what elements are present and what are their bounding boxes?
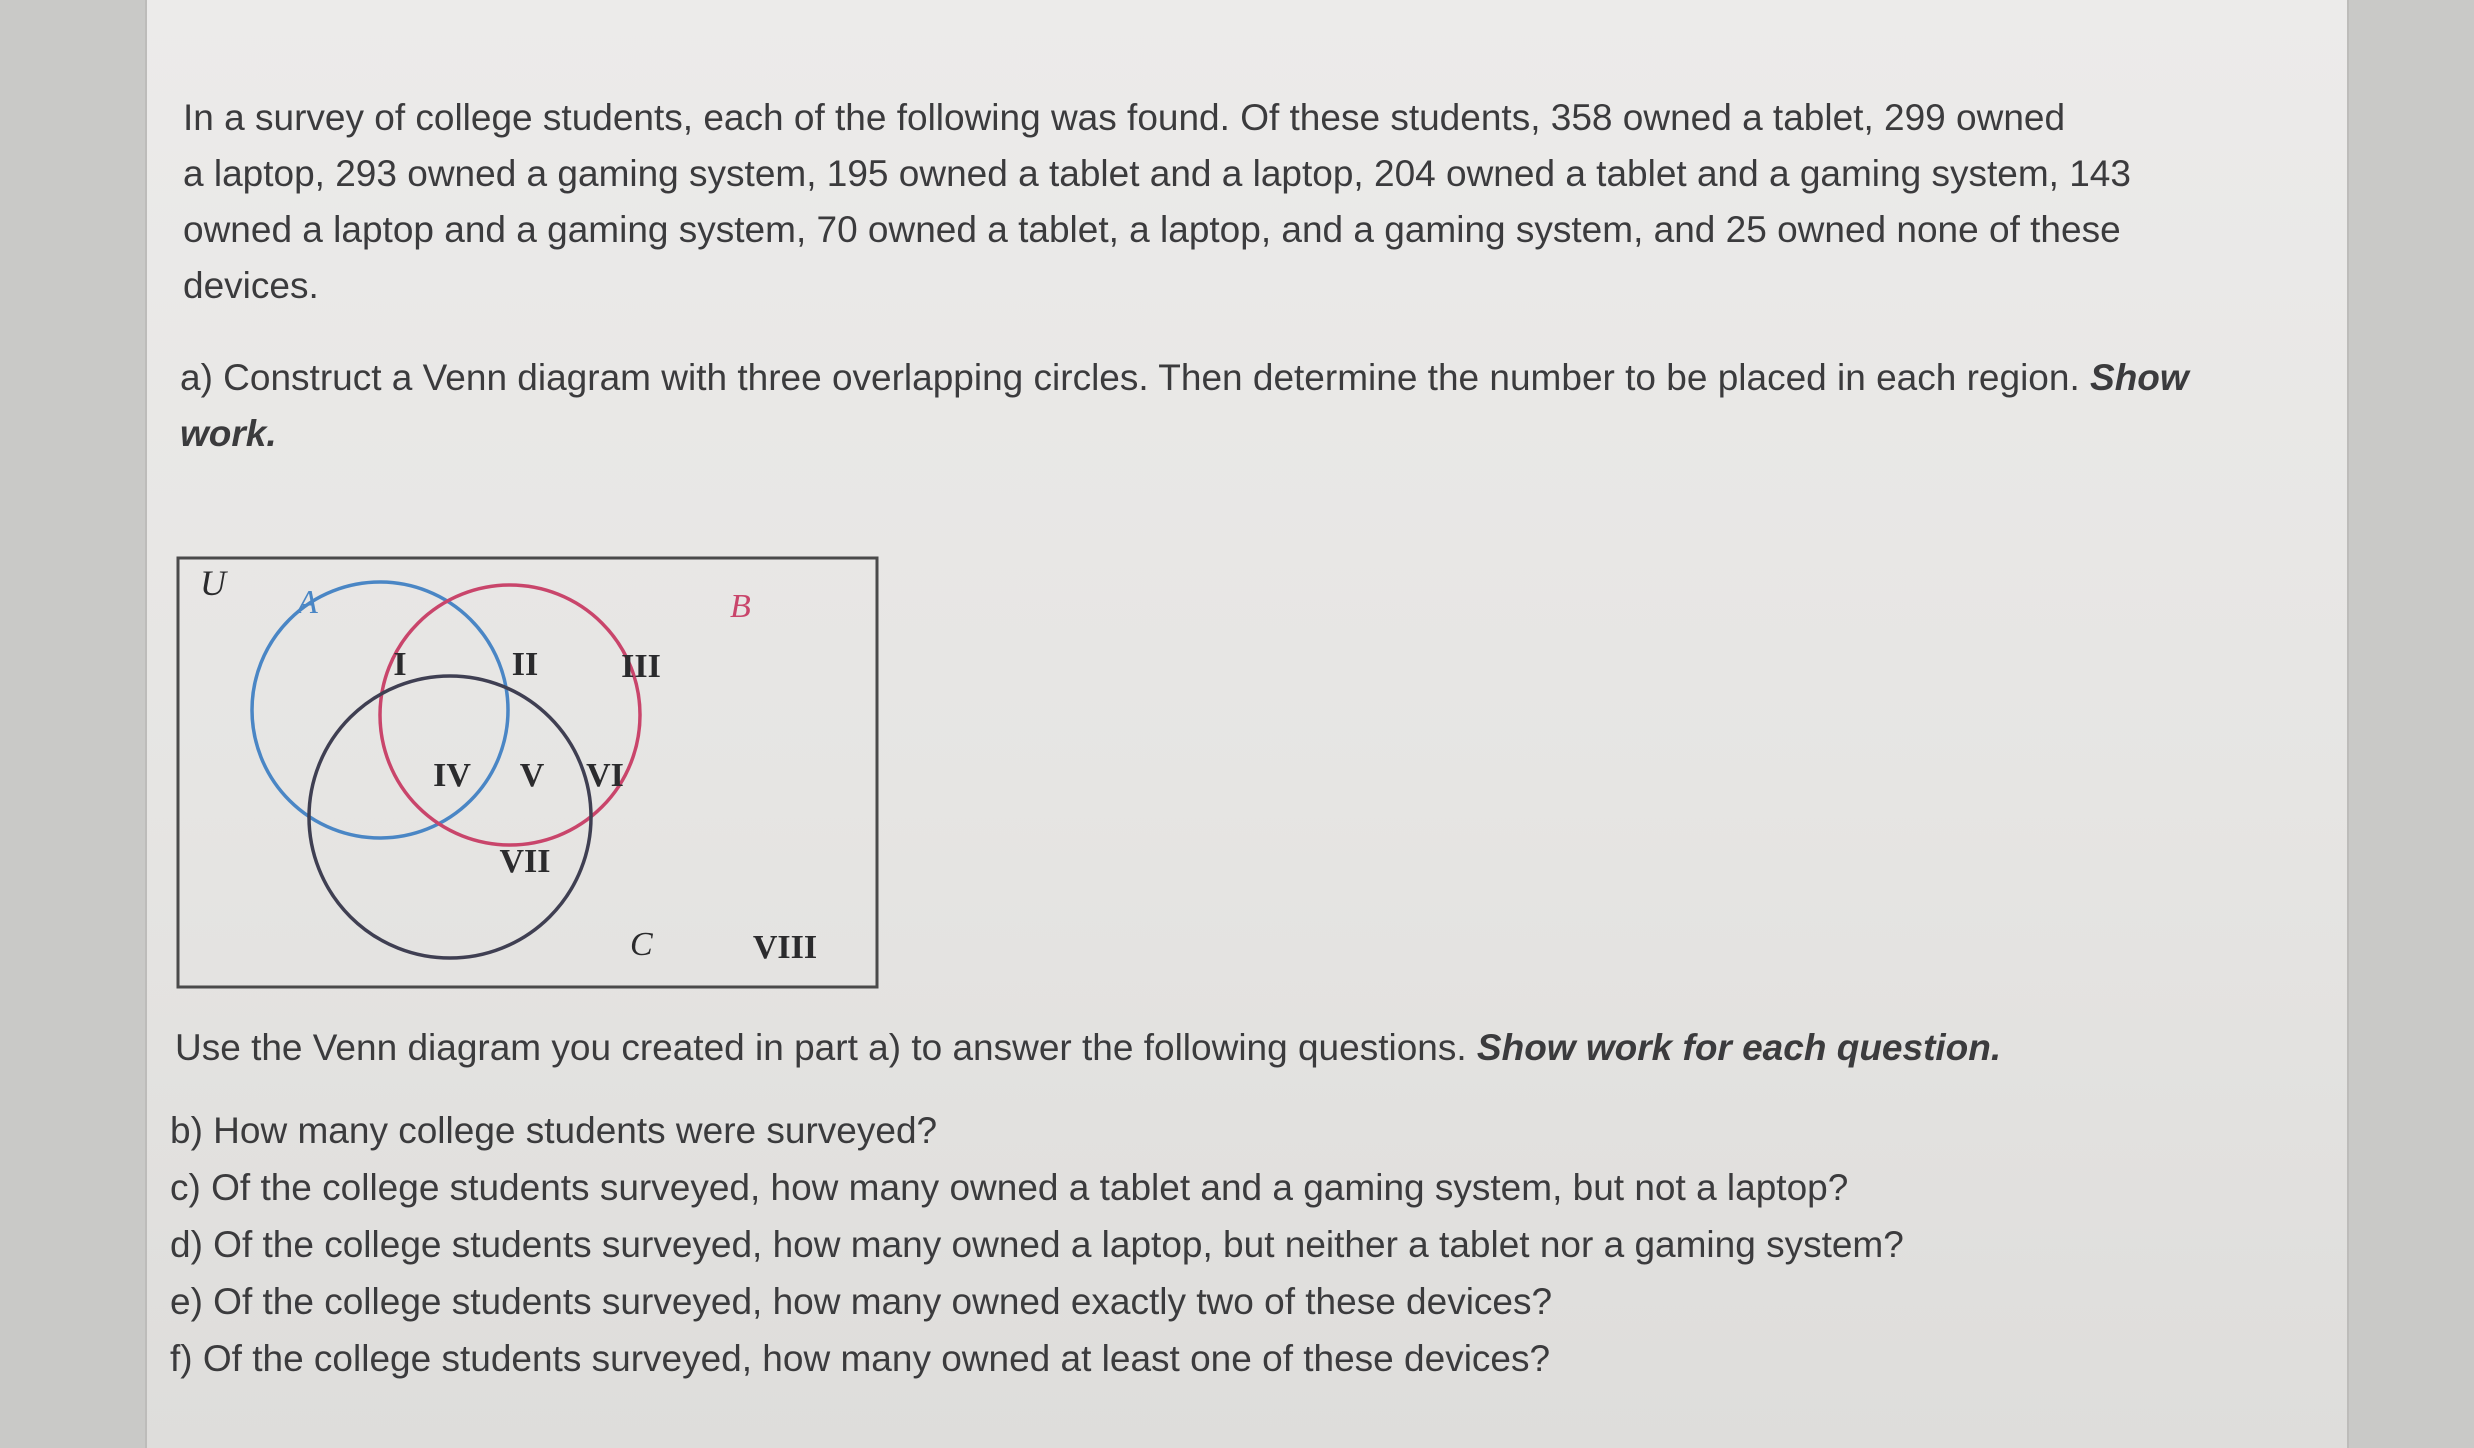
- venn-diagram: [175, 555, 880, 990]
- region-label-i: I: [393, 646, 407, 683]
- region-label-iii: III: [621, 648, 661, 685]
- universe-label: U: [200, 563, 226, 603]
- question-c: c) Of the college students surveyed, how many owned a tablet and a gaming system, but not a laptop?: [170, 1167, 1849, 1208]
- question-e: e) Of the college students surveyed, how many owned exactly two of these devices?: [170, 1281, 1553, 1322]
- part-a-line-2: [180, 406, 2290, 462]
- use-text: Use the Venn diagram you created in part a) to answer the following questions.: [175, 1027, 1477, 1068]
- part-a-text: a) Construct a Venn diagram with three overlapping circles. Then determine the number to be placed in each region.: [180, 357, 2091, 398]
- part-a-line: [180, 350, 2290, 406]
- part-a-instructions: [180, 350, 2290, 462]
- set-a-label: A: [297, 584, 318, 621]
- intro-line: owned a laptop and a gaming system, 70 owned a tablet, a laptop, and a gaming system, and 25 owned none of these: [183, 209, 2121, 250]
- region-label-ii: II: [511, 646, 539, 683]
- set-b-label: B: [730, 588, 751, 625]
- question-list: [170, 1102, 2270, 1387]
- region-label-v: V: [519, 757, 545, 794]
- circle-b: [380, 585, 640, 845]
- region-label-vi: VI: [586, 757, 624, 794]
- region-label-iv: IV: [433, 757, 471, 794]
- question-f: f) Of the college students surveyed, how many owned at least one of these devices?: [170, 1338, 1551, 1379]
- question-d: d) Of the college students surveyed, how many owned a laptop, but neither a tablet nor a gaming system?: [170, 1224, 1904, 1265]
- intro-line: a laptop, 293 owned a gaming system, 195 owned a tablet and a laptop, 204 owned a tablet and a gaming system, 143: [183, 153, 2131, 194]
- intro-line: devices.: [183, 265, 319, 306]
- set-c-label: C: [630, 926, 653, 963]
- question-b: b) How many college students were surveyed?: [170, 1110, 938, 1151]
- part-a-emphasis-2: work.: [180, 413, 277, 454]
- region-label-viii: VIII: [752, 929, 818, 966]
- part-a-emphasis: Show: [2090, 357, 2189, 398]
- use-emphasis: Show work for each question.: [1476, 1027, 2002, 1068]
- region-label-vii: VII: [499, 843, 551, 880]
- use-diagram-instructions: [175, 1020, 2275, 1076]
- intro-line: In a survey of college students, each of the following was found. Of these students, 358 owned a tablet, 299 owned: [183, 97, 2066, 138]
- problem-intro: [183, 90, 2233, 314]
